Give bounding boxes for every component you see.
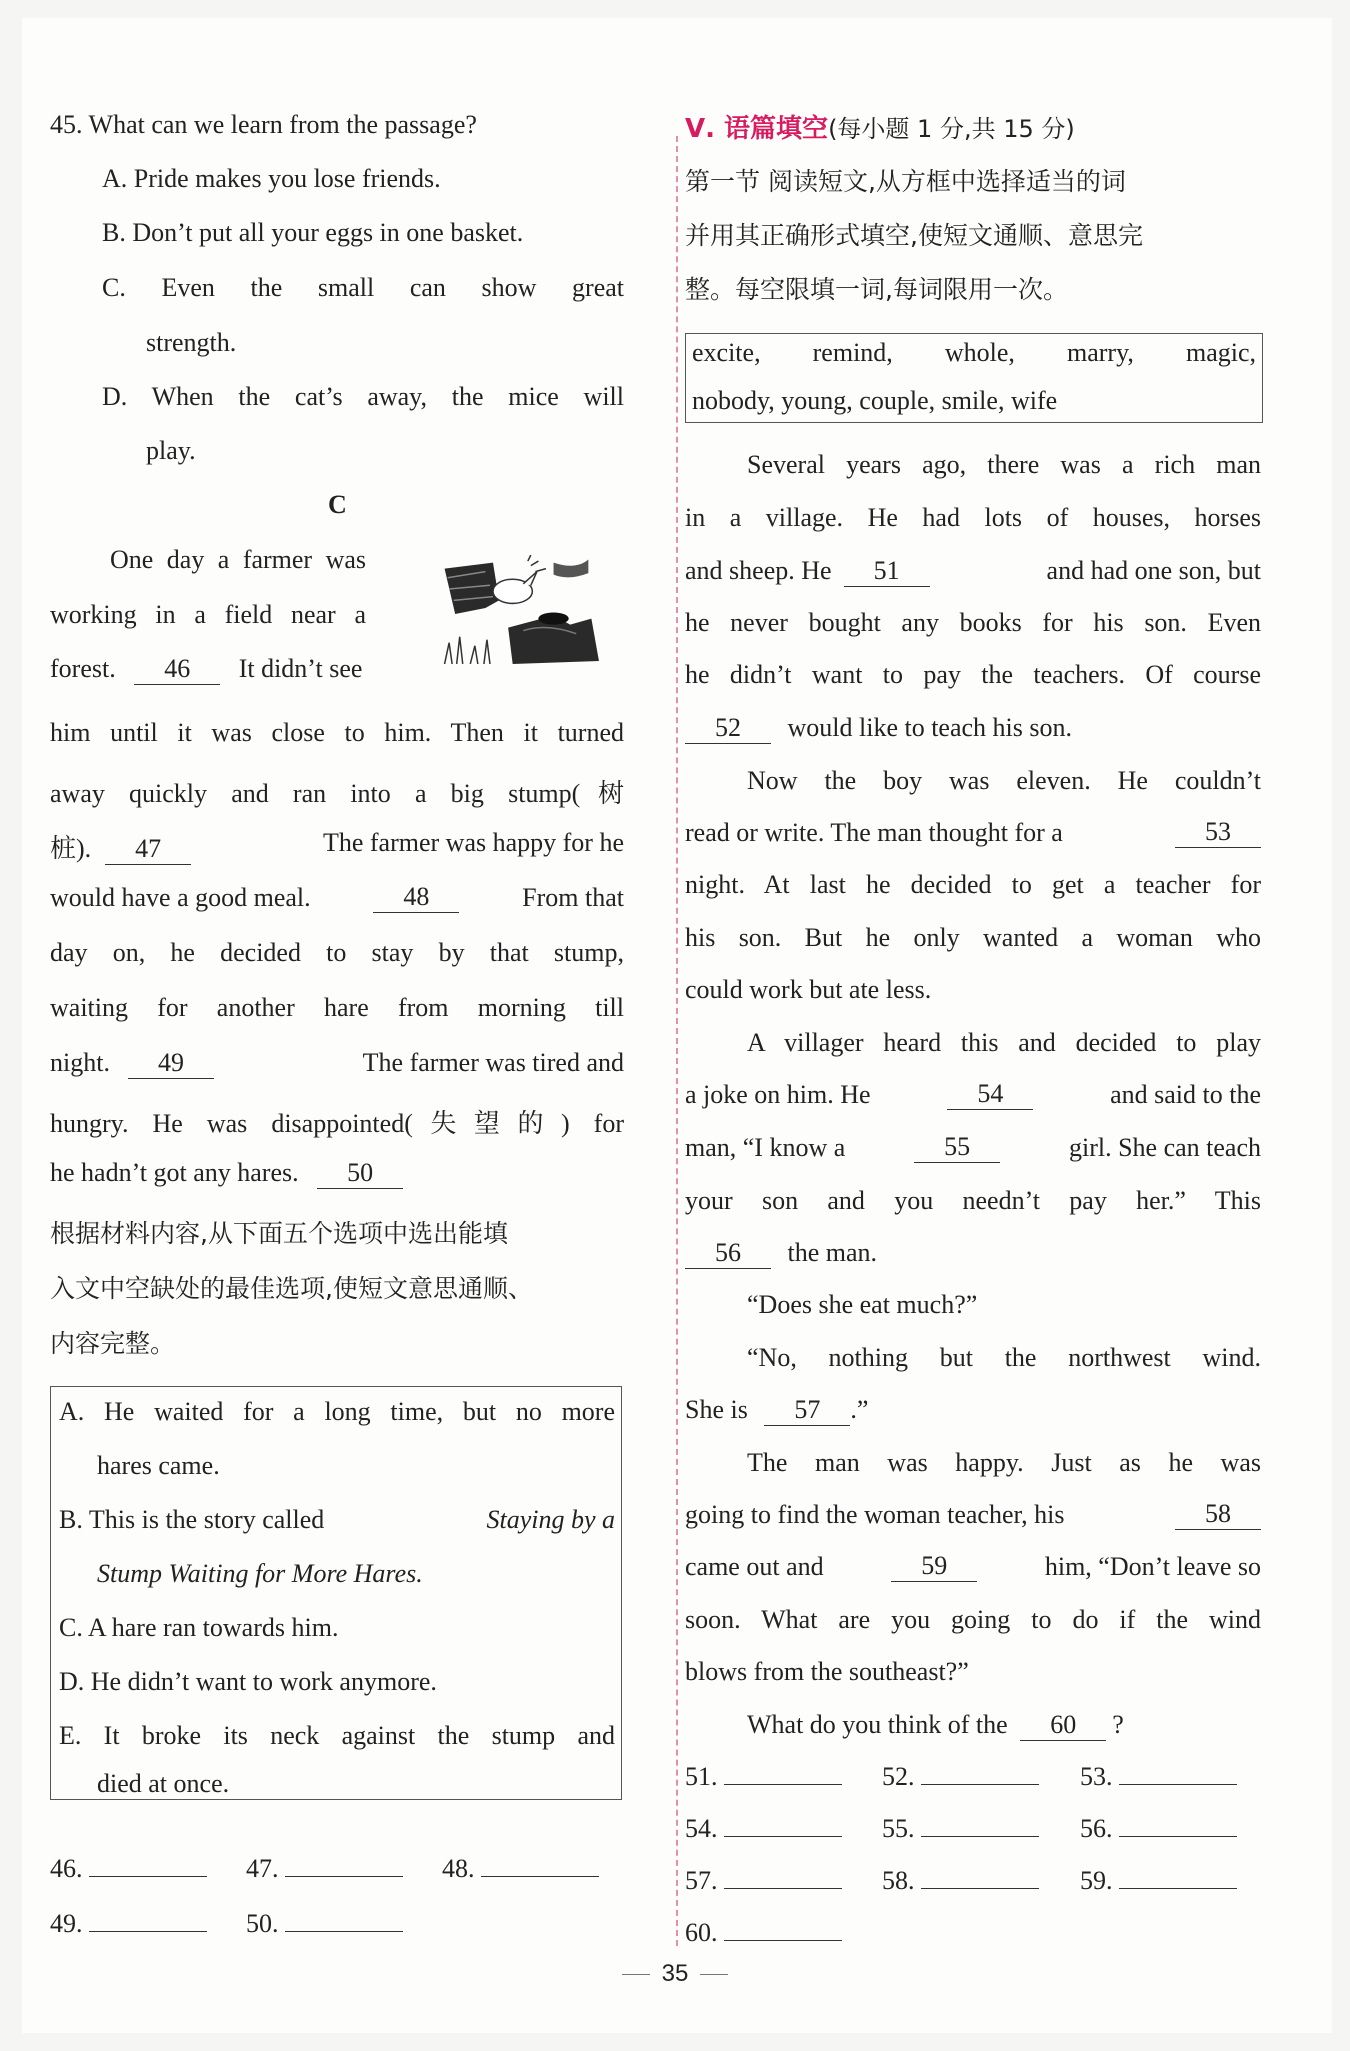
- option-d-cont: play.: [146, 436, 196, 465]
- word-bank-box: [685, 333, 1263, 423]
- passage-line: soon. What are you going to do if the wind: [685, 1605, 1261, 1634]
- answer-50[interactable]: 50.: [246, 1907, 403, 1939]
- passage-line: man, “I know a 55 girl. She can teach: [685, 1132, 1261, 1162]
- passage-line: a joke on him. He 54 and said to the: [685, 1079, 1261, 1109]
- answer-49[interactable]: 49.: [50, 1907, 207, 1939]
- passage-line: could work but ate less.: [685, 975, 932, 1004]
- column-divider: [676, 136, 678, 1946]
- passage-line: away quickly and ran into a big stump(树: [50, 779, 624, 808]
- blank-50[interactable]: 50: [317, 1159, 403, 1189]
- word-bank-row: nobody, young, couple, smile, wife: [692, 386, 1058, 415]
- blank-60[interactable]: 60: [1020, 1711, 1106, 1741]
- passage-line: he didn’t want to pay the teachers. Of course: [685, 660, 1261, 689]
- section-v-instruction: 整。每空限填一词,每词限用一次。: [685, 275, 1068, 304]
- blank-56[interactable]: 56: [685, 1239, 771, 1269]
- passage-line: night. At last he decided to get a teacher for: [685, 870, 1261, 899]
- passage-line: his son. But he only wanted a woman who: [685, 923, 1261, 952]
- instruction-line: 根据材料内容,从下面五个选项中选出能填: [50, 1219, 508, 1248]
- answer-58[interactable]: 58.: [882, 1864, 1039, 1896]
- option-box-a: A. He waited for a long time, but no more: [59, 1397, 615, 1426]
- passage-line: Now the boy was eleven. He couldn’t: [747, 766, 1261, 795]
- passage-line: “No, nothing but the northwest wind.: [747, 1343, 1261, 1372]
- passage-line: your son and you needn’t pay her.” This: [685, 1186, 1261, 1215]
- blank-51[interactable]: 51: [844, 557, 930, 587]
- answer-54[interactable]: 54.: [685, 1812, 842, 1844]
- page-number: 35: [0, 1960, 1350, 1988]
- blank-48[interactable]: 48: [373, 883, 459, 913]
- word-bank-row: excite, remind, whole, marry, magic,: [692, 338, 1256, 367]
- passage-line: him until it was close to him. Then it turned: [50, 718, 624, 747]
- section-v-instruction: 并用其正确形式填空,使短文通顺、意思完: [685, 221, 1143, 250]
- blank-46[interactable]: 46: [134, 655, 220, 685]
- option-box-b-cont: Stump Waiting for More Hares.: [97, 1559, 423, 1588]
- answer-56[interactable]: 56.: [1080, 1812, 1237, 1844]
- passage-line: 52 would like to teach his son.: [685, 713, 1072, 744]
- passage-line: would have a good meal. 48 From that: [50, 882, 624, 912]
- passage-line: night. 49 The farmer was tired and: [50, 1048, 624, 1077]
- passage-line: in a village. He had lots of houses, horses: [685, 503, 1261, 532]
- passage-line: “Does she eat much?”: [747, 1290, 978, 1319]
- passage-line: 桩). 47 The farmer was happy for he: [50, 828, 624, 863]
- passage-line: Several years ago, there was a rich man: [747, 450, 1261, 479]
- blank-54[interactable]: 54: [947, 1080, 1033, 1110]
- passage-line: he hadn’t got any hares. 50: [50, 1158, 403, 1189]
- passage-line: forest. 46 It didn’t see: [50, 654, 363, 683]
- answer-57[interactable]: 57.: [685, 1864, 842, 1896]
- passage-line: A villager heard this and decided to play: [747, 1028, 1261, 1057]
- answer-55[interactable]: 55.: [882, 1812, 1039, 1844]
- section-v-heading: Ⅴ. 语篇填空(每小题 1 分,共 15 分): [685, 114, 1075, 144]
- option-d: D. When the cat’s away, the mice will: [102, 382, 624, 411]
- question-45-stem: 45. What can we learn from the passage?: [50, 110, 477, 139]
- passage-line: The man was happy. Just as he was: [747, 1448, 1261, 1477]
- answer-47[interactable]: 47.: [246, 1852, 403, 1884]
- answer-48[interactable]: 48.: [442, 1852, 599, 1884]
- instruction-line: 入文中空缺处的最佳选项,使短文意思通顺、: [50, 1274, 533, 1303]
- answer-51[interactable]: 51.: [685, 1760, 842, 1792]
- options-box: [50, 1386, 622, 1800]
- blank-47[interactable]: 47: [105, 835, 191, 865]
- answer-53[interactable]: 53.: [1080, 1760, 1237, 1792]
- passage-line: going to find the woman teacher, his 58: [685, 1500, 1261, 1530]
- answer-52[interactable]: 52.: [882, 1760, 1039, 1792]
- blank-52[interactable]: 52: [685, 714, 771, 744]
- passage-line: and sheep. He 51 and had one son, but: [685, 556, 1261, 585]
- passage-line: What do you think of the 60 ?: [747, 1710, 1124, 1739]
- passage-line: read or write. The man thought for a 53: [685, 818, 1261, 848]
- passage-line: 56 the man.: [685, 1238, 877, 1269]
- passage-line: blows from the southeast?”: [685, 1657, 969, 1686]
- option-box-e-cont: died at once.: [97, 1769, 230, 1798]
- blank-59[interactable]: 59: [891, 1552, 977, 1582]
- blank-57[interactable]: 57: [764, 1396, 850, 1426]
- blank-49[interactable]: 49: [128, 1049, 214, 1079]
- answer-46[interactable]: 46.: [50, 1852, 207, 1884]
- hare-stump-illustration: [414, 555, 628, 667]
- option-box-d: D. He didn’t want to work anymore.: [59, 1667, 437, 1696]
- passage-line: waiting for another hare from morning till: [50, 993, 624, 1022]
- option-box-a-cont: hares came.: [97, 1451, 220, 1480]
- option-box-e: E. It broke its neck against the stump and: [59, 1721, 615, 1750]
- option-box-b: B. This is the story called Staying by a: [59, 1505, 615, 1534]
- blank-58[interactable]: 58: [1175, 1500, 1261, 1530]
- option-c: C. Even the small can show great: [102, 273, 624, 302]
- passage-line: She is 57 .”: [685, 1395, 869, 1424]
- option-a: A. Pride makes you lose friends.: [102, 164, 441, 193]
- blank-55[interactable]: 55: [914, 1133, 1000, 1163]
- passage-line: hungry. He was disappointed(失望的) for: [50, 1109, 624, 1138]
- passage-line: One day a farmer was: [110, 545, 366, 574]
- passage-line: he never bought any books for his son. Even: [685, 608, 1261, 637]
- option-box-c: C. A hare ran towards him.: [59, 1613, 339, 1642]
- instruction-line: 内容完整。: [50, 1329, 176, 1358]
- passage-line: working in a field near a: [50, 600, 366, 629]
- section-v-instruction: 第一节 阅读短文,从方框中选择适当的词: [685, 167, 1126, 196]
- answer-59[interactable]: 59.: [1080, 1864, 1237, 1896]
- option-b: B. Don’t put all your eggs in one basket.: [102, 218, 524, 247]
- answer-60[interactable]: 60.: [685, 1916, 842, 1948]
- option-c-cont: strength.: [146, 328, 237, 357]
- passage-line: came out and 59 him, “Don’t leave so: [685, 1551, 1261, 1581]
- passage-line: day on, he decided to stay by that stump,: [50, 938, 624, 967]
- blank-53[interactable]: 53: [1175, 818, 1261, 848]
- passage-c-heading: C: [328, 490, 347, 519]
